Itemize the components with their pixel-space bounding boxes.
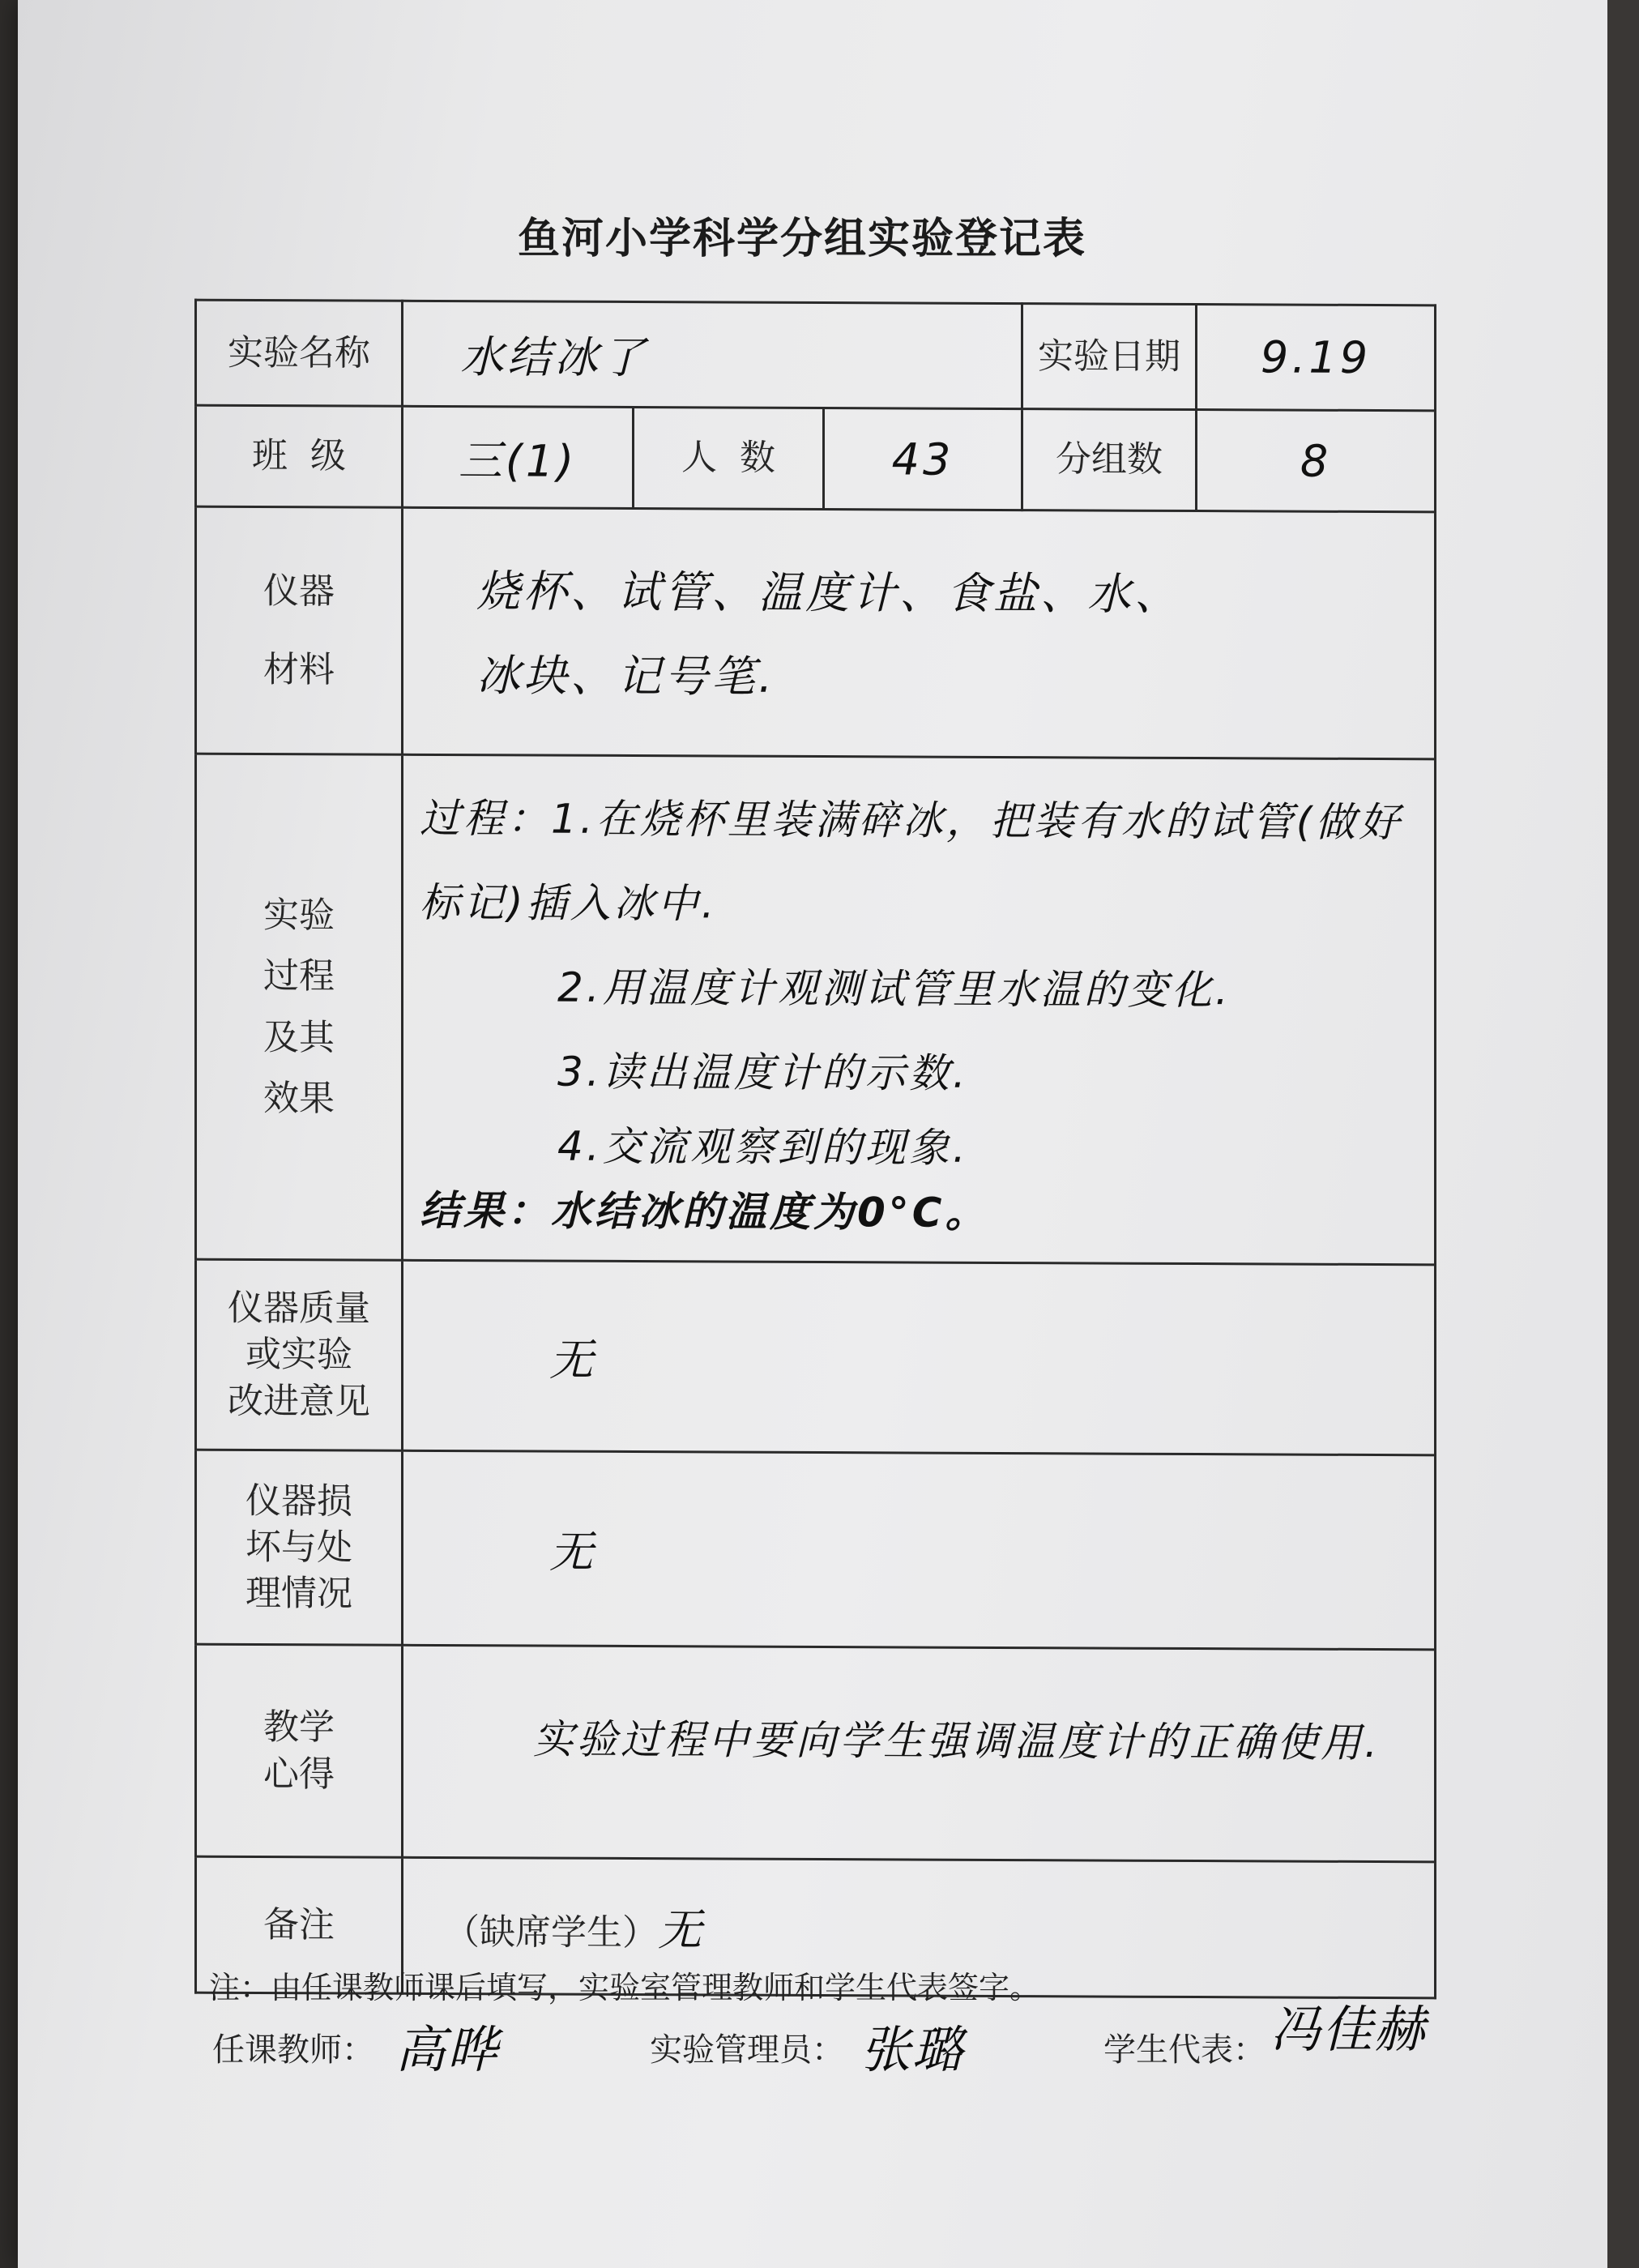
admin-signature: 张璐 — [860, 2020, 965, 2079]
form-title: 鱼河小学科学分组实验登记表 — [517, 214, 1086, 263]
row-quality — [196, 1259, 1436, 1455]
teacher-signature: 高晔 — [395, 2020, 500, 2079]
process-label-line2: 过程 — [263, 955, 335, 997]
row-class-info — [196, 405, 1436, 512]
admin-label: 实验管理员： — [650, 2031, 844, 2069]
people-count-value: 43 — [824, 408, 1022, 510]
quality-value: 无 — [403, 1260, 1436, 1455]
quality-label-line1: 仪器质量 — [228, 1288, 370, 1330]
quality-label — [196, 1259, 403, 1450]
equipment-label — [196, 506, 403, 754]
class-label: 班 级 — [196, 405, 403, 507]
equipment-line1: 烧杯、试管、温度计、食盐、水、 — [476, 566, 1181, 620]
quality-label-line2: 或实验 — [245, 1334, 352, 1376]
row-process — [196, 754, 1436, 1265]
desk-background — [1607, 0, 1639, 2268]
student-label: 学生代表： — [1103, 2031, 1266, 2069]
process-label-line1: 实验 — [263, 895, 335, 937]
reflection-label-line2: 心得 — [263, 1753, 335, 1795]
reflection-value: 实验过程中要向学生强调温度计的正确使用. — [403, 1645, 1436, 1862]
process-line4: 3.读出温度计的示数. — [557, 1048, 969, 1097]
process-line1: 过程：1.在烧杯里装满碎冰，把装有水的试管(做好 — [420, 794, 1403, 847]
damage-label-line2: 坏与处 — [245, 1526, 352, 1569]
process-label-line3: 及其 — [263, 1016, 335, 1058]
equipment-label-line2: 材料 — [263, 649, 335, 691]
experiment-name-value: 水结冰了 — [403, 301, 1022, 408]
process-value — [403, 754, 1436, 1265]
remarks-prefix: （缺席学生） — [444, 1911, 658, 1954]
reflection-label — [196, 1644, 403, 1857]
row-name-date — [196, 300, 1436, 411]
class-value: 三(1) — [403, 406, 634, 508]
row-equipment — [196, 506, 1436, 759]
student-signature: 冯佳赫 — [1270, 2000, 1427, 2059]
remarks-value: 无 — [658, 1904, 705, 1956]
experiment-name-label: 实验名称 — [196, 300, 403, 406]
equipment-line2: 冰块、记号笔. — [476, 650, 776, 703]
process-line5: 4.交流观察到的现象. — [557, 1122, 969, 1172]
process-result: 结果：水结冰的温度为0°C。 — [420, 1186, 989, 1237]
remarks-label: 备注 — [196, 1856, 403, 1993]
footer-note: 注：由任课教师课后填写，实验室管理教师和学生代表签字。 — [209, 1970, 1041, 2005]
people-count-label: 人 数 — [634, 408, 824, 510]
equipment-value — [403, 507, 1436, 759]
group-count-value: 8 — [1197, 410, 1436, 512]
process-line2: 标记)插入冰中. — [420, 878, 718, 928]
damage-label — [196, 1450, 403, 1645]
registration-table — [194, 299, 1436, 2000]
process-label-line4: 效果 — [263, 1077, 335, 1120]
damage-value: 无 — [403, 1450, 1436, 1650]
experiment-date-label: 实验日期 — [1022, 304, 1197, 410]
quality-label-line3: 改进意见 — [228, 1380, 370, 1423]
group-count-label: 分组数 — [1022, 409, 1197, 511]
process-line3: 2.用温度计观测试管里水温的变化. — [557, 963, 1231, 1014]
reflection-label-line1: 教学 — [263, 1706, 335, 1749]
row-damage — [196, 1450, 1436, 1650]
damage-label-line1: 仪器损 — [245, 1480, 352, 1523]
equipment-label-line1: 仪器 — [263, 570, 335, 613]
row-reflection — [196, 1644, 1436, 1862]
process-label — [196, 754, 403, 1260]
teacher-label: 任课教师： — [212, 2031, 374, 2069]
damage-label-line3: 理情况 — [245, 1573, 352, 1615]
experiment-date-value: 9.19 — [1197, 305, 1436, 411]
